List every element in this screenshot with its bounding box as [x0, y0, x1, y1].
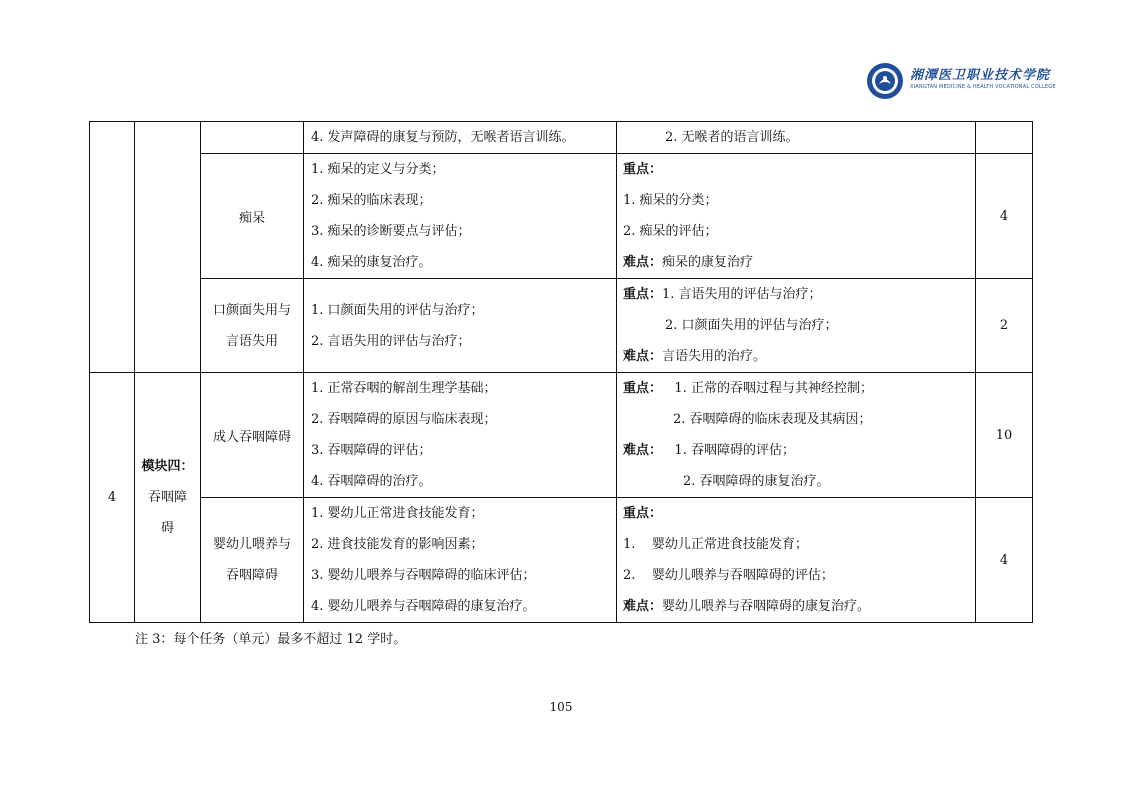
hours-value: 4 — [999, 208, 1009, 224]
hours-cell — [976, 373, 1033, 498]
content-cell — [304, 279, 617, 373]
difficulty-line — [617, 435, 975, 466]
diff-label: 难点： — [623, 255, 663, 270]
keypoint-line: 2. 婴幼儿喂养与吞咽障碍的评估； — [623, 568, 834, 583]
difficulty-line — [617, 247, 975, 278]
content-line: 3. 吞咽障碍的评估； — [311, 443, 432, 458]
task-name: 成人吞咽障碍 — [212, 429, 291, 445]
hours-cell — [976, 154, 1033, 279]
table-row — [90, 154, 1033, 279]
hours-value: 10 — [995, 427, 1013, 443]
task-name: 痴呆 — [238, 210, 265, 226]
hours-value: 2 — [999, 318, 1009, 333]
key-label: 重点： — [623, 162, 663, 177]
college-emblem-icon — [866, 62, 904, 100]
task-name-line: 口颜面失用与 — [212, 302, 291, 318]
module-number-cell — [90, 373, 135, 623]
task-cell — [201, 122, 304, 154]
keypoint-line: 1. 痴呆的分类； — [623, 193, 718, 208]
content-line: 2. 言语失用的评估与治疗； — [311, 333, 471, 349]
content-line: 2. 痴呆的临床表现； — [311, 193, 432, 208]
task-name-line: 婴幼儿喂养与 — [212, 537, 291, 552]
footnote: 注 3：每个任务（单元）最多不超过 12 学时。 — [135, 632, 407, 647]
college-logo — [866, 62, 1056, 104]
keypoint-cell — [617, 373, 976, 498]
keypoint-line: 2. 无喉者的语言训练。 — [665, 130, 799, 145]
page-number: 105 — [549, 700, 573, 714]
module-number: 4 — [107, 490, 117, 505]
content-line: 2. 进食技能发育的影响因素； — [311, 537, 484, 552]
keypoint-line: 1. 婴幼儿正常进食技能发育； — [623, 537, 808, 552]
table-row — [90, 122, 1033, 154]
content-line: 1. 婴幼儿正常进食技能发育； — [311, 506, 484, 521]
difficulty-line — [617, 341, 975, 372]
keypoint-cell — [617, 154, 976, 279]
keypoint-cell — [617, 122, 976, 154]
content-line: 1. 口颜面失用的评估与治疗； — [311, 302, 484, 318]
task-name-line: 言语失用 — [225, 333, 278, 349]
key-label: 重点： — [623, 381, 663, 396]
content-cell — [304, 498, 617, 623]
content-line: 4. 痴呆的康复治疗。 — [311, 255, 432, 270]
hours-cell — [976, 279, 1033, 373]
logo-subtitle: XIANGTAN MEDICINE & HEALTH VOCATIONAL COLLEGE — [910, 84, 1056, 90]
table-row — [90, 498, 1033, 623]
diff-item: 1. 吞咽障碍的评估； — [674, 443, 795, 458]
keypoint-line: 2. 痴呆的评估； — [623, 224, 718, 239]
task-cell — [201, 279, 304, 373]
module-name-line: 碍 — [160, 521, 174, 536]
keypoint-line — [617, 373, 975, 404]
key-item: 1. 言语失用的评估与治疗； — [662, 287, 822, 302]
module-number-cell-prev — [90, 122, 135, 373]
difficulty-line — [617, 591, 975, 622]
key-item: 1. 正常的吞咽过程与其神经控制； — [674, 381, 873, 396]
keypoint-cell — [617, 279, 976, 373]
table-row — [90, 279, 1033, 373]
diff-text: 言语失用的治疗。 — [662, 349, 767, 364]
content-cell — [304, 154, 617, 279]
content-line: 4. 婴幼儿喂养与吞咽障碍的康复治疗。 — [311, 599, 536, 614]
key-label: 重点： — [623, 287, 663, 302]
keypoint-line: 2. 吞咽障碍的临床表现及其病因； — [673, 412, 872, 427]
hours-value: 4 — [999, 552, 1009, 568]
content-line: 1. 正常吞咽的解剖生理学基础； — [311, 381, 497, 396]
diff-label: 难点： — [623, 443, 663, 458]
module-name-cell-prev — [135, 122, 201, 373]
module-name-line: 吞咽障 — [147, 490, 187, 505]
diff-text: 婴幼儿喂养与吞咽障碍的康复治疗。 — [662, 599, 871, 614]
diff-label: 难点： — [623, 349, 663, 364]
diff-label: 难点： — [623, 599, 663, 614]
module-name-cell — [135, 373, 201, 623]
content-cell — [304, 373, 617, 498]
content-line: 4. 发声障碍的康复与预防，无喉者语言训练。 — [311, 130, 575, 145]
task-name-line: 吞咽障碍 — [225, 568, 278, 583]
content-line: 1. 痴呆的定义与分类； — [311, 162, 445, 177]
content-line: 4. 吞咽障碍的治疗。 — [311, 474, 432, 489]
logo-title: 湘潭医卫职业技术学院 — [910, 68, 1051, 83]
key-label: 重点： — [623, 506, 663, 521]
task-cell — [201, 373, 304, 498]
keypoint-line — [617, 279, 975, 310]
content-line: 3. 痴呆的诊断要点与评估； — [311, 224, 471, 239]
table-row — [90, 373, 1033, 498]
task-cell — [201, 498, 304, 623]
content-line: 2. 吞咽障碍的原因与临床表现； — [311, 412, 497, 427]
task-cell — [201, 154, 304, 279]
module-label: 模块四： — [141, 459, 194, 474]
difficulty-line: 2. 吞咽障碍的康复治疗。 — [683, 474, 830, 489]
content-cell — [304, 122, 617, 154]
keypoint-line: 2. 口颜面失用的评估与治疗； — [665, 318, 838, 333]
hours-cell — [976, 498, 1033, 623]
course-table — [89, 121, 1033, 623]
content-line: 3. 婴幼儿喂养与吞咽障碍的临床评估； — [311, 568, 536, 583]
hours-cell — [976, 122, 1033, 154]
diff-text: 痴呆的康复治疗 — [662, 255, 754, 270]
keypoint-cell — [617, 498, 976, 623]
